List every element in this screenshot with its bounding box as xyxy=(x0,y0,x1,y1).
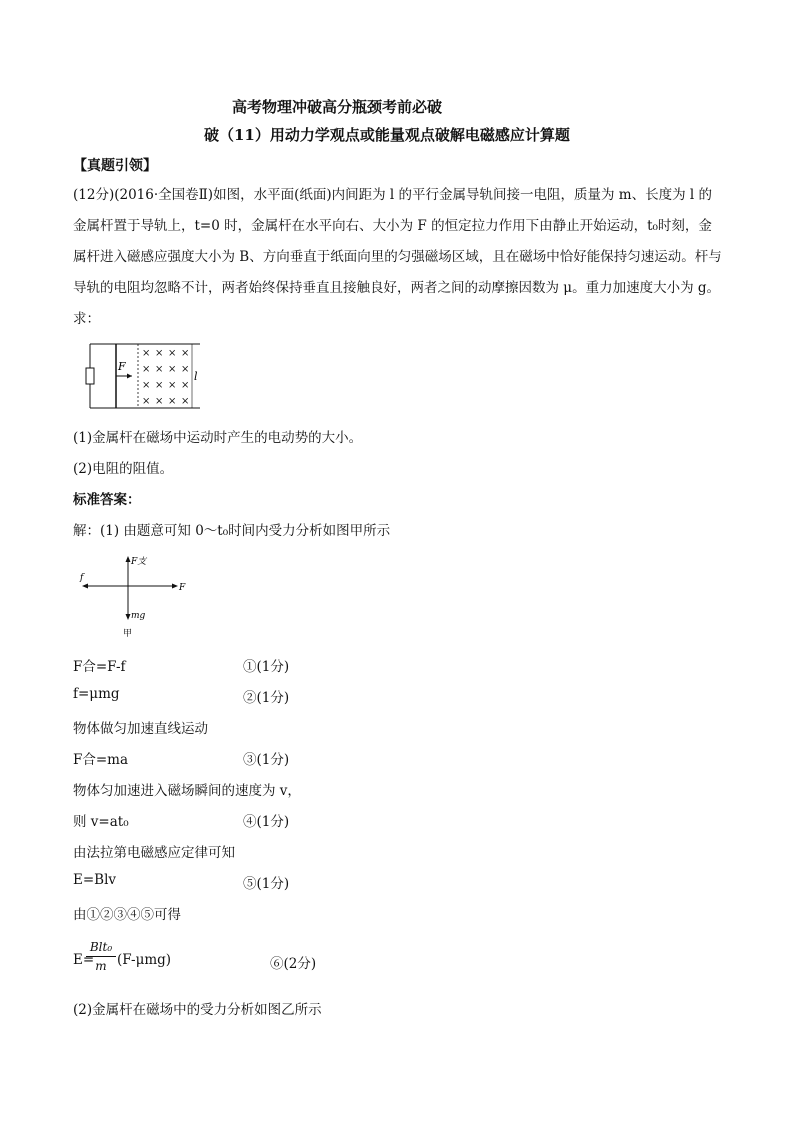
force-label: F xyxy=(118,360,126,373)
pull-force-label: F xyxy=(179,583,186,593)
field-mark: × xyxy=(181,348,190,359)
field-mark: × xyxy=(168,380,177,391)
final-eq-suffix: (F-μmg) xyxy=(117,952,172,968)
step-3-text: 物体做匀加速直线运动 xyxy=(73,721,208,737)
figure-caption: 甲 xyxy=(123,629,133,639)
field-mark: × xyxy=(181,396,190,407)
step-2-mark: ②(1分) xyxy=(243,690,290,706)
field-mark: × xyxy=(181,364,190,375)
magnetic-field-marks xyxy=(142,348,189,407)
fraction-denominator: m xyxy=(95,959,107,973)
question-1: (1)金属杆在磁场中运动时产生的电动势的大小。 xyxy=(73,430,363,446)
section-heading: 【真题引领】 xyxy=(73,158,157,174)
step-1-mark: ①(1分) xyxy=(243,659,290,675)
field-mark: × xyxy=(155,396,164,407)
page-title: 高考物理冲破高分瓶颈考前必破 xyxy=(232,98,443,116)
step-9-text: 由①②③④⑤可得 xyxy=(73,907,181,923)
step-4-eq: F合=ma xyxy=(73,752,129,768)
weight-label: mg xyxy=(131,611,146,621)
step-4-mark: ③(1分) xyxy=(243,752,290,768)
field-mark: × xyxy=(168,396,177,407)
field-mark: × xyxy=(155,380,164,391)
field-mark: × xyxy=(168,364,177,375)
field-mark: × xyxy=(142,364,151,375)
field-mark: × xyxy=(155,348,164,359)
fraction-numerator: Blt₀ xyxy=(86,940,116,957)
final-eq-prefix: E= xyxy=(73,952,95,968)
field-mark: × xyxy=(168,348,177,359)
normal-force-label: F支 xyxy=(131,557,147,567)
length-label: l xyxy=(194,370,198,383)
step-1-eq: F合=F-f xyxy=(73,659,126,675)
answer-heading: 标准答案： xyxy=(73,492,141,508)
part-2-text: (2)金属杆在磁场中的受力分析如图乙所示 xyxy=(73,1002,322,1018)
field-mark: × xyxy=(155,364,164,375)
resistor xyxy=(86,368,94,384)
problem-text: (12分)(2016·全国卷Ⅱ)如图，水平面(纸面)内间距为 l 的平行金属导轨间接一电阻，质量为 m、长度为 l 的金属杆置于导轨上，t=0 时，金属杆在水平向右、大小为 F 的恒定拉力作用下由静止开始运动，t₀时刻，金属杆进入磁感应强度大小为 B、方向垂直于纸面向里的匀强磁场区域，且在磁场中恰好能保持匀速运动。杆与导轨的电阻均忽略不计，两者始终保持垂直且接触良好，两者之间的动摩擦因数为 μ。重力加速度大小为 g。求： xyxy=(73,187,722,327)
step-6-mark: ④(1分) xyxy=(243,814,290,830)
field-mark: × xyxy=(181,380,190,391)
field-mark: × xyxy=(142,396,151,407)
final-eq-fraction xyxy=(86,940,116,973)
step-2-eq: f=μmg xyxy=(73,686,120,702)
question-2: (2)电阻的阻值。 xyxy=(73,461,174,477)
step-8-mark: ⑤(1分) xyxy=(243,876,290,892)
answer-intro: 解：(1) 由题意可知 0～t₀时间内受力分析如图甲所示 xyxy=(73,523,391,539)
friction-label: f xyxy=(80,573,84,583)
step-6-eq: 则 v=at₀ xyxy=(73,814,129,830)
field-mark: × xyxy=(142,380,151,391)
final-eq-mark: ⑥(2分) xyxy=(270,956,317,972)
rail-field-diagram xyxy=(80,338,210,414)
step-7-text: 由法拉第电磁感应定律可知 xyxy=(73,845,235,861)
step-5-text: 物体匀加速进入磁场瞬间的速度为 v， xyxy=(73,783,301,799)
force-diagram-jia xyxy=(76,550,196,642)
step-8-eq: E=Blv xyxy=(73,872,117,888)
page-subtitle: 破（11）用动力学观点或能量观点破解电磁感应计算题 xyxy=(204,126,570,144)
field-mark: × xyxy=(142,348,151,359)
